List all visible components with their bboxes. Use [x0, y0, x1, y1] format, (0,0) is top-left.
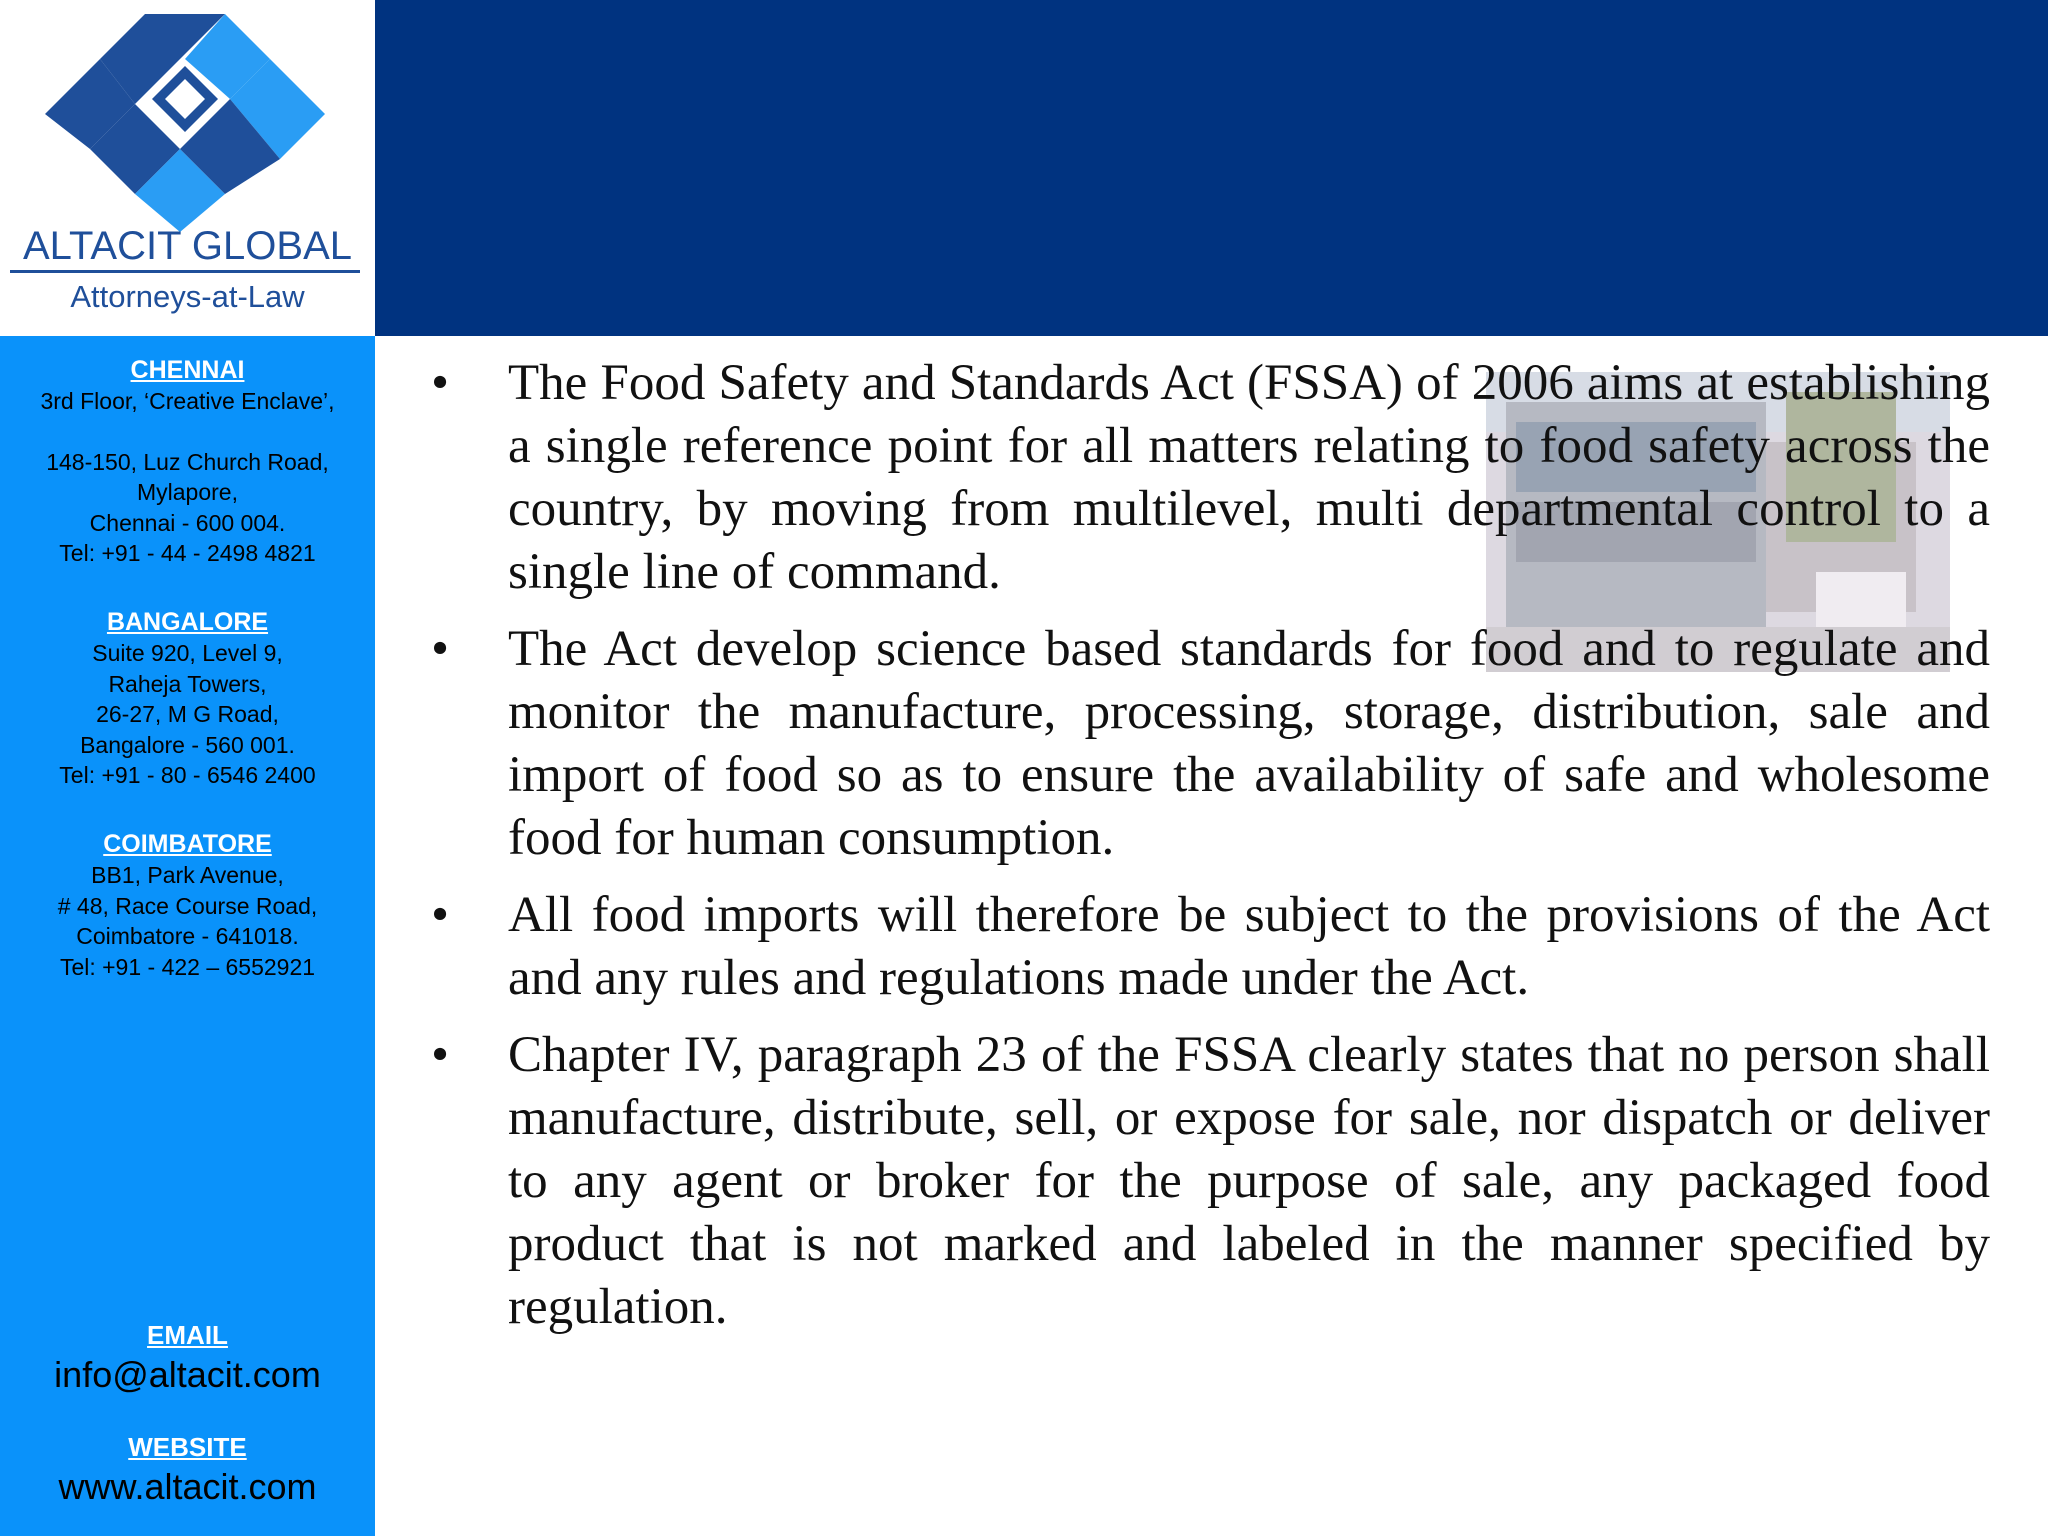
office-phone: Tel: +91 - 44 - 2498 4821: [59, 540, 316, 566]
office-address-spacer: [0, 417, 375, 447]
office-address-line: Raheja Towers,: [108, 670, 267, 697]
website-block: [0, 1430, 375, 1510]
website-link[interactable]: www.altacit.com: [58, 1466, 317, 1507]
logo-panel: [0, 0, 375, 336]
office-chennai: [0, 354, 375, 569]
bullet-item: [420, 352, 1990, 604]
office-address-line: Chennai - 600 004.: [89, 509, 286, 536]
office-address-line: 3rd Floor, ‘Creative Enclave’,: [40, 388, 335, 414]
bullet-text: The Act develop science based standards for food and to regulate and monitor the manufacture, processing, storage, distribution, sale and import of food so as to ensure the availability of safe and wholesome food for human consumption.: [508, 621, 1990, 866]
email-block: [0, 1318, 375, 1398]
office-phone: Tel: +91 - 80 - 6546 2400: [59, 762, 316, 788]
office-city[interactable]: COIMBATORE: [103, 830, 272, 858]
office-coimbatore: [0, 828, 375, 982]
office-address-line: Mylapore,: [137, 479, 238, 505]
sidebar: [0, 336, 375, 1536]
office-address-line: # 48, Race Course Road,: [57, 892, 318, 919]
bullet-item: [420, 1024, 1990, 1339]
content-area: [420, 352, 1990, 1353]
email-link[interactable]: info@altacit.com: [54, 1354, 321, 1395]
bullet-mark: •: [431, 887, 449, 943]
bullet-mark: •: [431, 355, 449, 411]
office-city[interactable]: CHENNAI: [130, 356, 245, 384]
firm-tagline: Attorneys-at-Law: [70, 279, 305, 314]
bullet-item: [420, 884, 1990, 1010]
office-address-line: BB1, Park Avenue,: [91, 862, 284, 888]
bullet-text: The Food Safety and Standards Act (FSSA) of 2006 aims at establishing a single reference point for all matters relating to food safety across the country, by moving from multilevel, multi departmental control to a single line of command.: [508, 355, 1990, 600]
website-label: WEBSITE: [128, 1432, 247, 1462]
bullet-text: All food imports will therefore be subject to the provisions of the Act and any rules and regulations made under the Act.: [508, 887, 1990, 1006]
email-label: EMAIL: [147, 1320, 228, 1350]
office-phone: Tel: +91 - 422 – 6552921: [59, 953, 316, 980]
header-bar: [375, 0, 2048, 336]
bullet-text: Chapter IV, paragraph 23 of the FSSA clearly states that no person shall manufacture, distribute, sell, or expose for sale, nor dispatch or deliver to any agent or broker for the purpose of sale, any packaged food product that is not marked and labeled in the manner specified by regulation.: [508, 1027, 1990, 1335]
altacit-logo-icon: [40, 4, 330, 234]
office-address-line: Coimbatore - 641018.: [76, 923, 299, 949]
office-city[interactable]: BANGALORE: [106, 608, 269, 636]
office-address-line: Bangalore - 560 001.: [80, 731, 295, 758]
office-address-line: 148-150, Luz Church Road,: [46, 448, 329, 475]
bullet-mark: •: [431, 621, 449, 677]
office-bangalore: [0, 606, 375, 791]
firm-underline: [10, 270, 360, 273]
office-address-line: 26-27, M G Road,: [96, 701, 279, 727]
bullet-item: [420, 618, 1990, 870]
bullet-mark: •: [431, 1027, 449, 1083]
firm-name: ALTACIT GLOBAL: [22, 224, 352, 268]
office-address-line: Suite 920, Level 9,: [92, 640, 283, 666]
